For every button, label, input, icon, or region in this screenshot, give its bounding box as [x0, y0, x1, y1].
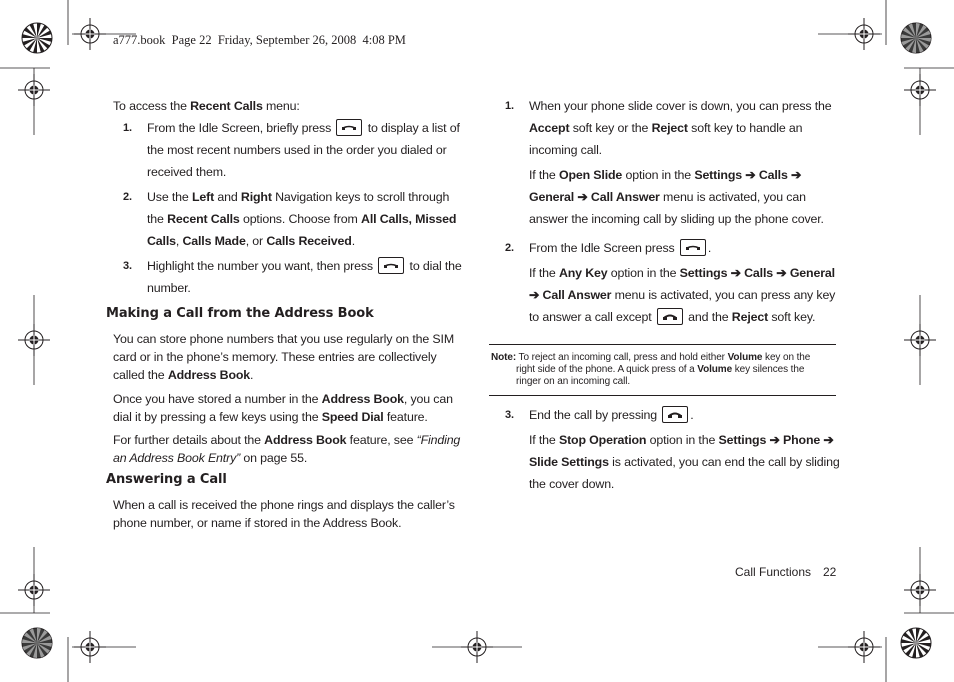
cross-reference-link[interactable]: an Address Book Entry”	[113, 451, 241, 465]
right-step-3: 3. End the call by pressing . If the Stop Operation option in the Settings ➔ Phone ➔ Slide Settings is activated, you can end the call by sliding the cover down.	[497, 404, 842, 495]
note-rule-top	[489, 344, 836, 345]
note-label: Note:	[491, 352, 517, 363]
send-key-icon	[336, 119, 362, 136]
footer-page-number: 22	[823, 565, 837, 579]
footer-section-name: Call Functions	[735, 565, 812, 579]
left-step-3: 3. Highlight the number you want, then press to dial the number.	[113, 255, 463, 299]
note-box: Note: To reject an incoming call, press and hold either Volume key on the right side of the phone. A quick press of a Volume key silences the ringer on an incoming call.	[491, 352, 811, 387]
end-key-icon	[657, 308, 683, 325]
step-number: 3.	[505, 409, 514, 421]
step-number: 2.	[505, 242, 514, 254]
send-key-icon	[680, 239, 706, 256]
cross-reference-link[interactable]: “Finding	[416, 433, 461, 447]
address-book-paragraph-1: You can store phone numbers that you use regularly on the SIM card or in the phone’s memory. These entries are collectively called the Address Book.	[113, 332, 454, 382]
note-rule-bottom	[489, 395, 836, 396]
end-key-icon	[662, 406, 688, 423]
step-number: 2.	[123, 191, 132, 203]
address-book-paragraph-3: For further details about the Address Book feature, see “Finding an Address Book Entry” on page 55.	[113, 433, 461, 465]
right-step-2: 2. From the Idle Screen press . If the Any Key option in the Settings ➔ Calls ➔ General ➔ Call Answer menu is activated, you can press any key to answer a call except and the Reject soft key.	[497, 237, 842, 328]
answering-paragraph: When a call is received the phone rings and displays the caller’s phone number, or name if stored in the Address Book.	[113, 498, 455, 530]
section-heading-address-book: Making a Call from the Address Book	[106, 306, 374, 321]
intro-line: To access the Recent Calls menu:	[113, 99, 300, 113]
step-number: 1.	[505, 100, 514, 112]
step-number: 3.	[123, 260, 132, 272]
page-slug: a777.book Page 22 Friday, September 26, 2008 4:08 PM	[113, 33, 406, 47]
left-step-2: 2. Use the Left and Right Navigation keys to scroll through the Recent Calls options. Choose from All Calls, Missed Calls, Calls Made, or Calls Received.	[113, 186, 463, 252]
step-number: 1.	[123, 122, 132, 134]
section-heading-answering: Answering a Call	[106, 472, 227, 487]
right-step-1: 1. When your phone slide cover is down, you can press the Accept soft key or the Reject soft key to handle an incoming call. If the Open Slide option in the Settings ➔ Calls ➔ General ➔ Call Answer menu is activated, you can answer the incoming call by sliding up the phone cover.	[497, 95, 842, 230]
send-key-icon	[378, 257, 404, 274]
address-book-paragraph-2: Once you have stored a number in the Address Book, you can dial it by pressing a few keys using the Speed Dial feature.	[113, 392, 453, 424]
left-step-1: 1. From the Idle Screen, briefly press to display a list of the most recent numbers used in the order you dialed or received them.	[113, 117, 463, 183]
